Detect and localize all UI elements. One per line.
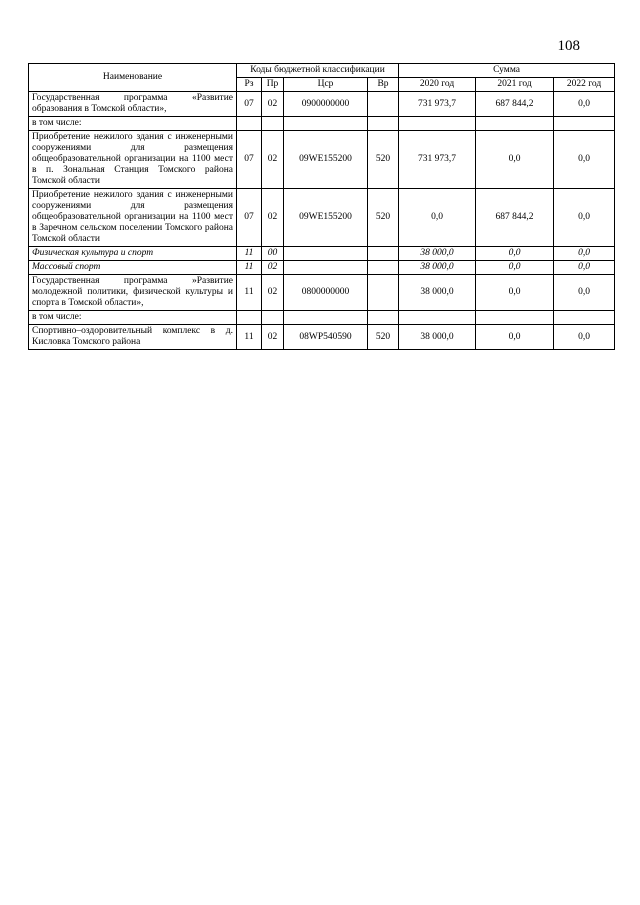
header-codes: Коды бюджетной классификации	[237, 64, 399, 78]
row-vr: 520	[368, 189, 399, 247]
row-name: Приобретение нежилого здания с инженерными сооружениями для размещения общеобразовательной организации на 1100 мест в Заречном сельском поселении Томского района Томской области	[29, 189, 237, 247]
row-vr	[368, 311, 399, 325]
header-vr: Вр	[368, 78, 399, 92]
row-2022: 0,0	[554, 261, 615, 275]
row-2022: 0,0	[554, 325, 615, 350]
row-2021	[476, 311, 554, 325]
table-row-zonalnaya	[29, 131, 615, 189]
row-csr: 0800000000	[284, 275, 368, 311]
page-number: 108	[557, 38, 580, 54]
row-pr: 02	[262, 325, 284, 350]
row-2020: 38 000,0	[399, 247, 476, 261]
table-row-program-education	[29, 92, 615, 117]
row-vr	[368, 275, 399, 311]
row-2020: 38 000,0	[399, 325, 476, 350]
row-csr: 08WP540590	[284, 325, 368, 350]
row-2021	[476, 117, 554, 131]
row-pr: 02	[262, 92, 284, 117]
row-csr	[284, 117, 368, 131]
row-pr	[262, 117, 284, 131]
header-csr: Цср	[284, 78, 368, 92]
row-2020: 731 973,7	[399, 92, 476, 117]
row-rz: 11	[237, 275, 262, 311]
row-csr: 09WE155200	[284, 131, 368, 189]
row-name: Приобретение нежилого здания с инженерными сооружениями для размещения общеобразовательной организации на 1100 мест в п. Зональная Станция Томского района Томской области	[29, 131, 237, 189]
row-rz: 07	[237, 189, 262, 247]
row-2021: 0,0	[476, 275, 554, 311]
row-csr	[284, 247, 368, 261]
budget-table	[28, 63, 615, 350]
row-pr: 02	[262, 261, 284, 275]
row-csr	[284, 261, 368, 275]
row-rz: 07	[237, 92, 262, 117]
row-2022: 0,0	[554, 189, 615, 247]
row-name: Государственная программа «Развитие образования в Томской области»,	[29, 92, 237, 117]
row-2022: 0,0	[554, 275, 615, 311]
row-pr: 02	[262, 275, 284, 311]
row-name: Государственная программа »Развитие молодежной политики, физической культуры и спорта в Томской области»,	[29, 275, 237, 311]
row-vr	[368, 247, 399, 261]
row-2021: 0,0	[476, 325, 554, 350]
row-pr: 00	[262, 247, 284, 261]
row-2020: 0,0	[399, 189, 476, 247]
row-2022	[554, 311, 615, 325]
row-pr: 02	[262, 131, 284, 189]
header-sum: Сумма	[399, 64, 615, 78]
row-2021: 0,0	[476, 131, 554, 189]
header-2020: 2020 год	[399, 78, 476, 92]
row-2021: 0,0	[476, 247, 554, 261]
header-rz: Рз	[237, 78, 262, 92]
header-pr: Пр	[262, 78, 284, 92]
row-pr: 02	[262, 189, 284, 247]
header-name: Наименование	[29, 64, 237, 92]
row-csr: 0900000000	[284, 92, 368, 117]
row-2020: 38 000,0	[399, 261, 476, 275]
row-2022: 0,0	[554, 92, 615, 117]
row-2022	[554, 117, 615, 131]
row-2020: 38 000,0	[399, 275, 476, 311]
row-rz: 07	[237, 131, 262, 189]
header-2021: 2021 год	[476, 78, 554, 92]
row-vr: 520	[368, 131, 399, 189]
row-vr	[368, 261, 399, 275]
row-rz	[237, 117, 262, 131]
row-rz: 11	[237, 261, 262, 275]
row-2021: 687 844,2	[476, 92, 554, 117]
row-2022: 0,0	[554, 131, 615, 189]
row-name: Массовый спорт	[29, 261, 237, 275]
table-row-zarechnoe	[29, 189, 615, 247]
row-name: в том числе:	[29, 311, 237, 325]
table-row-including	[29, 117, 615, 131]
header-row-1	[29, 64, 615, 78]
table-row-including	[29, 311, 615, 325]
row-csr: 09WE155200	[284, 189, 368, 247]
row-2020	[399, 117, 476, 131]
row-name: Спортивно–оздоровительный комплекс в д. Кисловка Томского района	[29, 325, 237, 350]
row-rz: 11	[237, 247, 262, 261]
row-vr	[368, 92, 399, 117]
table-row-physical-culture	[29, 247, 615, 261]
row-pr	[262, 311, 284, 325]
row-vr	[368, 117, 399, 131]
row-2021: 0,0	[476, 261, 554, 275]
row-2020: 731 973,7	[399, 131, 476, 189]
row-rz: 11	[237, 325, 262, 350]
row-name: в том числе:	[29, 117, 237, 131]
row-name: Физическая культура и спорт	[29, 247, 237, 261]
row-2021: 687 844,2	[476, 189, 554, 247]
row-2020	[399, 311, 476, 325]
row-vr: 520	[368, 325, 399, 350]
row-csr	[284, 311, 368, 325]
row-2022: 0,0	[554, 247, 615, 261]
header-2022: 2022 год	[554, 78, 615, 92]
table-row-mass-sport	[29, 261, 615, 275]
table-row-kislovka	[29, 325, 615, 350]
row-rz	[237, 311, 262, 325]
table-row-program-youth-sport	[29, 275, 615, 311]
